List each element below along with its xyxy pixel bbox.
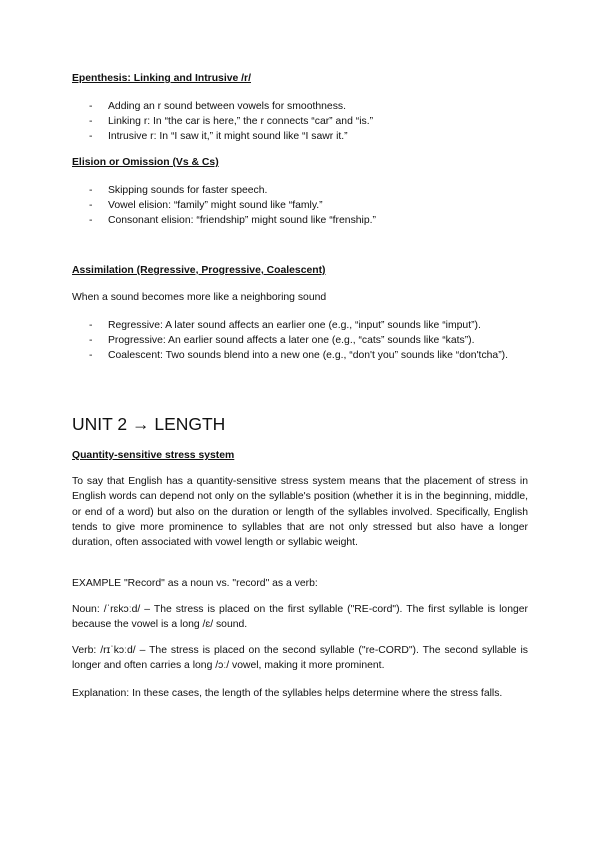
elision-heading: Elision or Omission (Vs & Cs) (72, 157, 219, 168)
list-item: - Coalescent: Two sounds blend into a new one (e.g., “don't you” sounds like “don'tcha”). (89, 350, 509, 361)
list-item: - Progressive: An earlier sound affects a later one (e.g., “cats” sounds like “kats”). (89, 335, 475, 346)
example-line: EXAMPLE "Record" as a noun vs. "record" as a verb: (72, 578, 318, 589)
list-item: - Adding an r sound between vowels for smoothness. (89, 101, 346, 112)
unit-title: UNIT 2 → LENGTH (72, 414, 226, 434)
list-item: - Linking r: In “the car is here,” the r connects “car” and “is.” (89, 116, 374, 127)
verb-paragraph: Verb: /rɪˈkɔːd/ – The stress is placed on the second syllable ("re-CORD"). The second syllable is longer and often carries a long /ɔː/ vowel, making it more prominent. (72, 645, 528, 672)
list-item: - Skipping sounds for faster speech. (89, 185, 268, 196)
list-item: - Regressive: A later sound affects an earlier one (e.g., “input” sounds like “imput”). (89, 320, 481, 331)
explanation-paragraph: Explanation: In these cases, the length of the syllables helps determine where the stress falls. (72, 688, 503, 699)
assimilation-heading: Assimilation (Regressive, Progressive, Coalescent) (72, 265, 326, 276)
assimilation-list (72, 318, 530, 363)
epenthesis-heading: Epenthesis: Linking and Intrusive /r/ (72, 73, 251, 84)
list-item: - Consonant elision: “friendship” might sound like “frenship.” (89, 215, 376, 226)
noun-paragraph: Noun: /ˈrɛkɔːd/ – The stress is placed on the first syllable ("RE-cord"). The first syllable is longer because the vowel is a long /ɛ/ sound. (72, 604, 528, 631)
list-item: - Vowel elision: “family” might sound like “famly.” (89, 200, 323, 211)
quantity-heading: Quantity-sensitive stress system (72, 450, 235, 461)
list-item: - Intrusive r: In “I saw it,” it might sound like “I sawr it.” (89, 131, 348, 142)
elision-list (72, 183, 530, 228)
epenthesis-list (72, 99, 530, 144)
assimilation-intro: When a sound becomes more like a neighboring sound (72, 292, 327, 303)
quantity-paragraph: To say that English has a quantity-sensitive stress system means that the placement of stress in English words can depend not only on the syllable's position (whether it is in the beginning, middle, or end of a word) but also on the duration or length of the syllables involved. Specifically, English tends to give more prominence to syllables that are not only stressed but also have a longer duration, often associated with vowel length or syllabic weight. (72, 476, 528, 549)
